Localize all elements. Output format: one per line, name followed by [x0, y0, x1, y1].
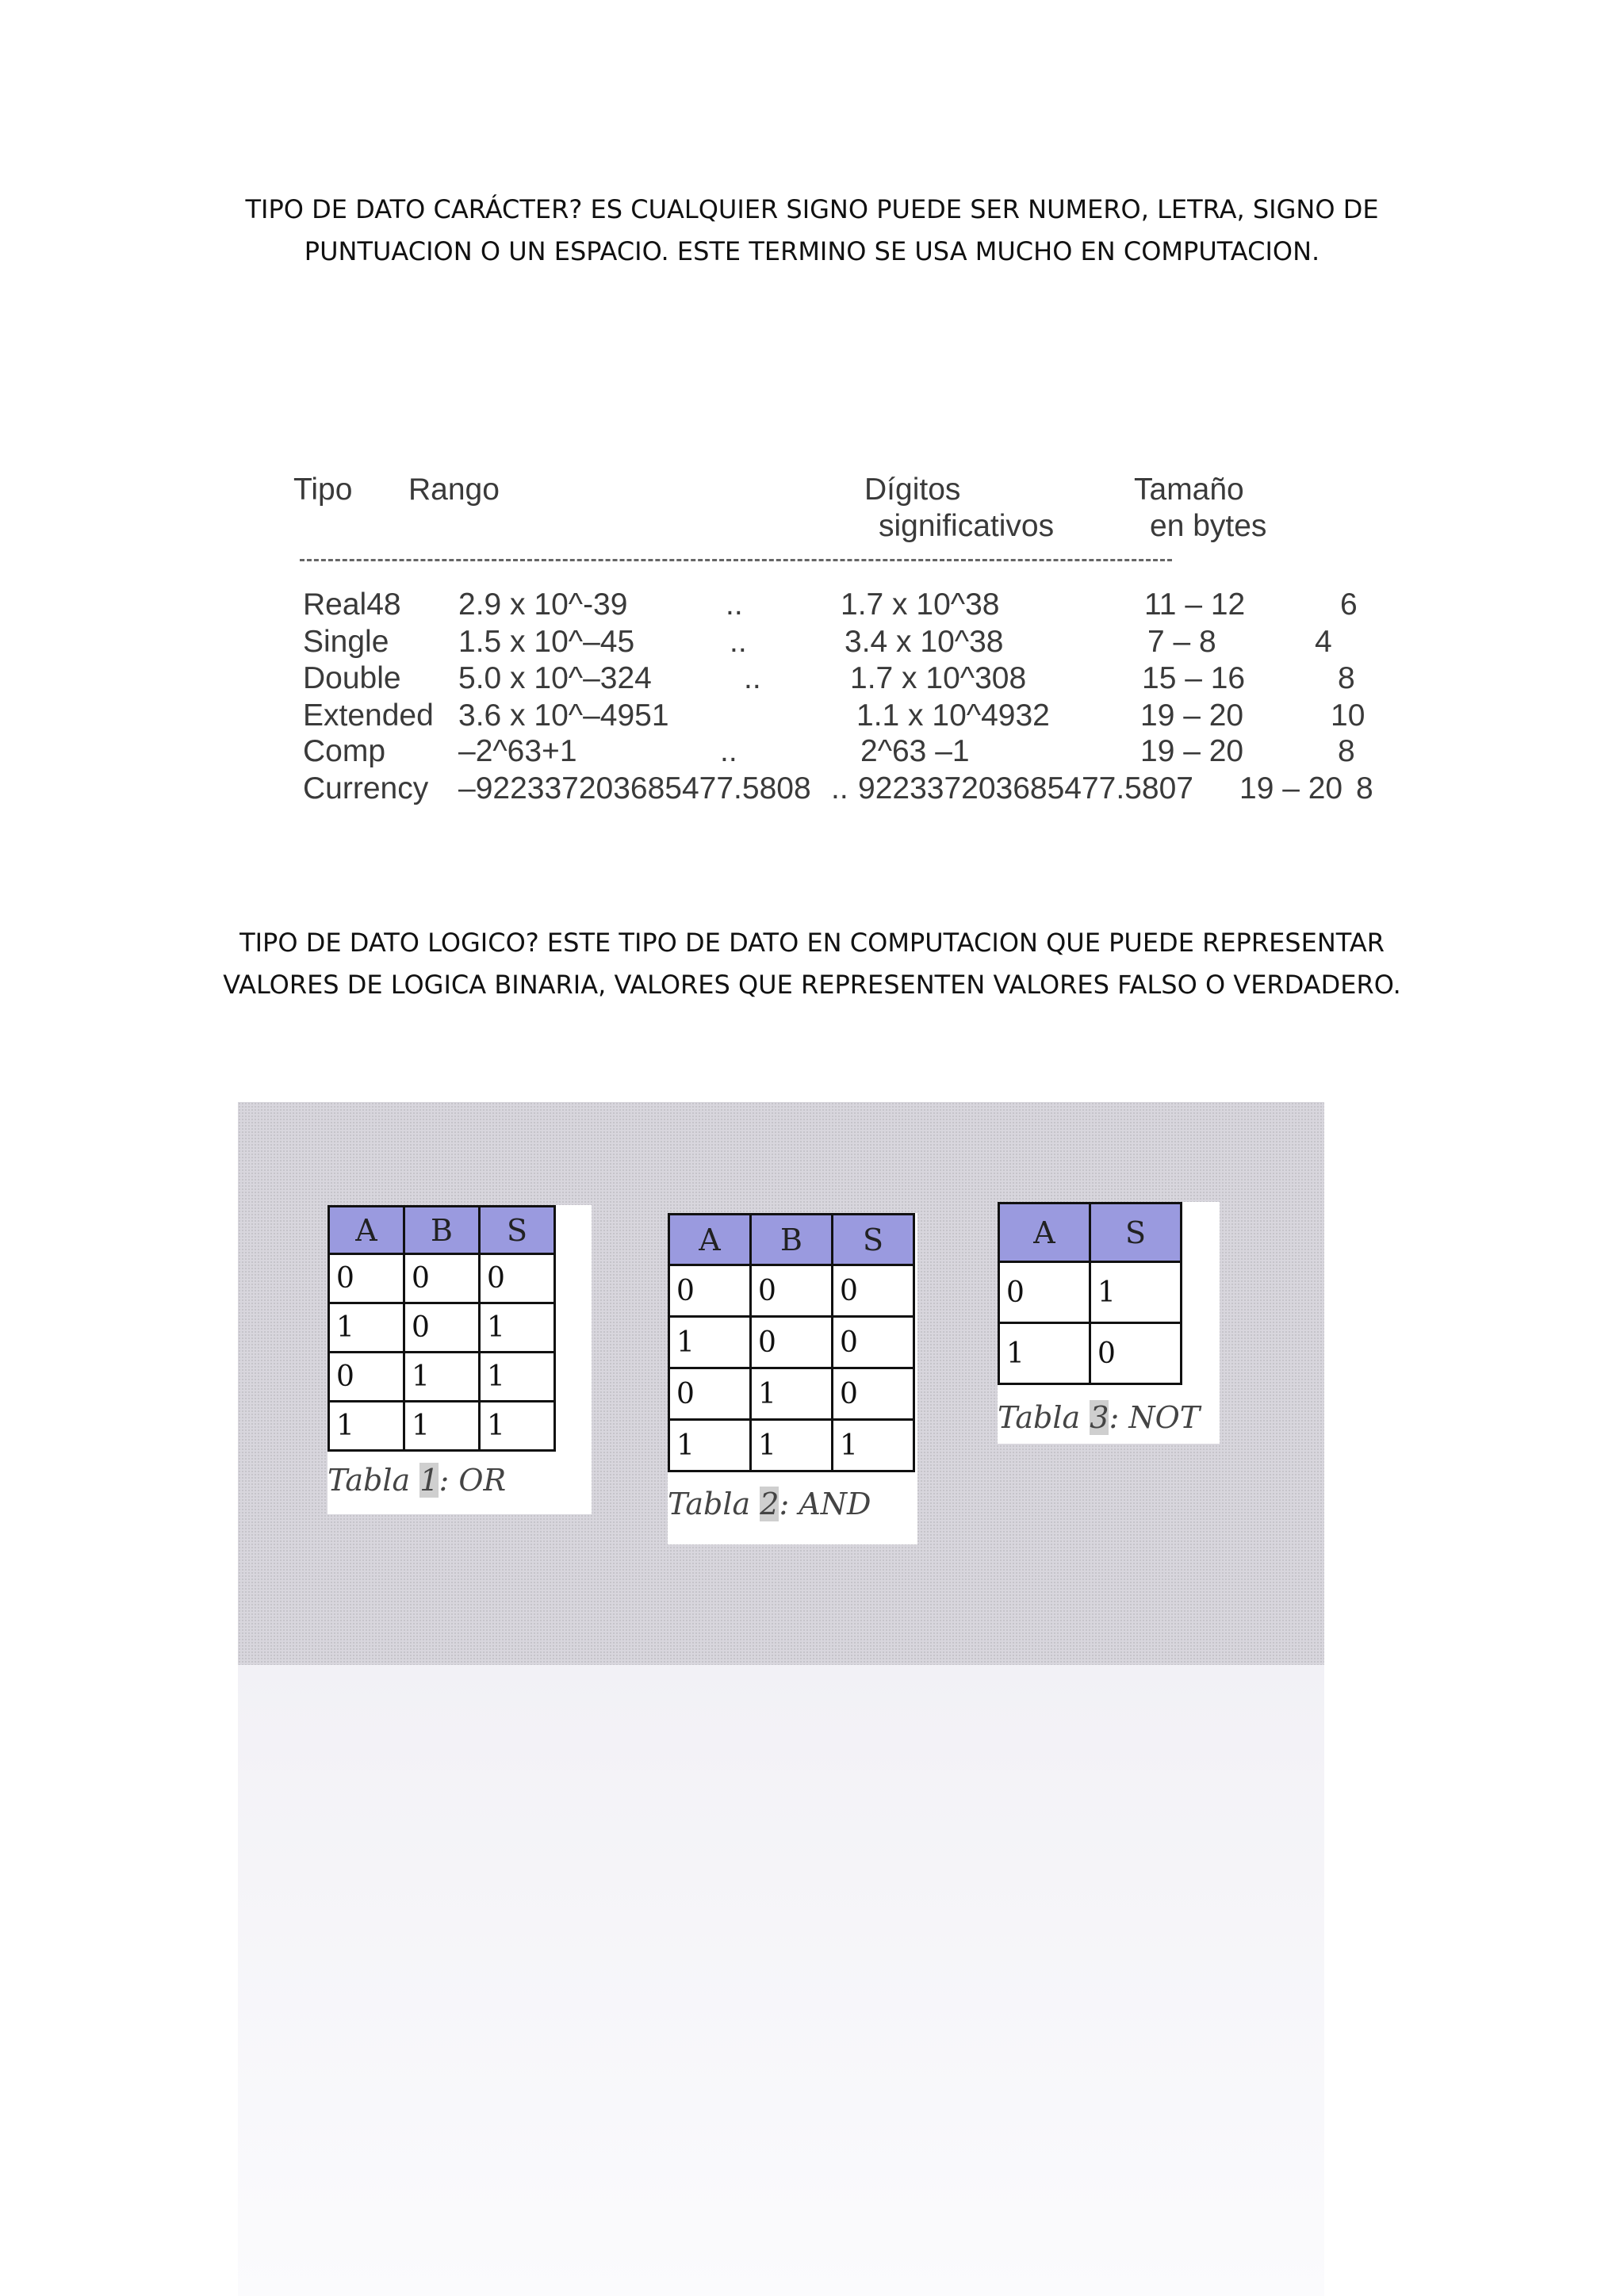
truth-table	[998, 1202, 1182, 1385]
row-tipo: Comp	[303, 734, 386, 768]
header-cell: S	[1090, 1203, 1182, 1262]
truth-table	[668, 1213, 915, 1472]
truth-table	[327, 1205, 556, 1452]
row-tipo: Double	[303, 661, 401, 695]
table-cell: 0	[751, 1265, 833, 1317]
table-cell: 0	[329, 1254, 404, 1303]
row-sep: ..	[720, 734, 737, 768]
row-digits: 19 – 20	[1140, 734, 1244, 768]
table-cell: 0	[669, 1368, 751, 1420]
table-cell: 0	[404, 1303, 480, 1353]
row-min: 1.5 x 10^–45	[458, 625, 635, 659]
paragraph-line: PUNTUACION O UN ESPACIO. ESTE TERMINO SE USA MUCHO EN COMPUTACION.	[304, 236, 1320, 266]
row-max: 1.7 x 10^38	[841, 587, 1000, 622]
row-digits: 7 – 8	[1147, 625, 1216, 659]
truth-table-and	[668, 1213, 917, 1544]
row-max: 2^63 –1	[860, 734, 970, 768]
table-cell: 1	[751, 1420, 833, 1471]
header-tipo: Tipo	[293, 473, 353, 507]
row-bytes: 6	[1340, 587, 1358, 622]
row-digits: 11 – 12	[1144, 587, 1246, 622]
row-max: 1.1 x 10^4932	[856, 698, 1050, 733]
intro-paragraph-caracter	[0, 189, 1624, 273]
truth-table-not	[998, 1202, 1220, 1444]
table-cell: 0	[833, 1265, 914, 1317]
table-cell: 1	[833, 1420, 914, 1471]
row-bytes: 8	[1338, 734, 1355, 768]
paragraph-line: TIPO DE DATO LOGICO? ESTE TIPO DE DATO EN COMPUTACION QUE PUEDE REPRESENTAR	[239, 928, 1385, 958]
table-cell: 0	[404, 1254, 480, 1303]
table-caption: Tabla 3: NOT	[998, 1400, 1201, 1435]
row-sep: ..	[744, 661, 761, 695]
row-tipo: Extended	[303, 698, 434, 733]
table-cell: 0	[999, 1262, 1090, 1323]
table-cell: 0	[833, 1317, 914, 1368]
header-cell: A	[329, 1207, 404, 1254]
table-caption: Tabla 2: AND	[668, 1487, 871, 1521]
row-max: 922337203685477.5807	[858, 771, 1193, 806]
row-max: 3.4 x 10^38	[845, 625, 1004, 659]
row-bytes: 8	[1338, 661, 1355, 695]
table-cell: 1	[480, 1353, 555, 1402]
header-cell: B	[404, 1207, 480, 1254]
row-tipo: Currency	[303, 771, 429, 806]
header-significativos: significativos	[879, 509, 1055, 543]
truth-table-or	[327, 1205, 592, 1514]
paragraph-line: TIPO DE DATO CARÁCTER? ES CUALQUIER SIGNO PUEDE SER NUMERO, LETRA, SIGNO DE	[245, 194, 1379, 224]
row-tipo: Single	[303, 625, 389, 659]
table-cell: 1	[329, 1303, 404, 1353]
table-cell: 1	[669, 1420, 751, 1471]
row-min: –2^63+1	[458, 734, 577, 768]
row-min: –922337203685477.5808	[458, 771, 811, 806]
lower-blank-panel	[238, 1665, 1324, 2296]
table-cell: 1	[999, 1323, 1090, 1384]
header-cell: B	[751, 1215, 833, 1265]
header-rango: Rango	[408, 473, 500, 507]
row-digits: 19 – 20	[1239, 771, 1343, 806]
row-sep: ..	[726, 587, 743, 622]
table-cell: 1	[1090, 1262, 1182, 1323]
intro-paragraph-logico	[0, 922, 1624, 1006]
table-cell: 1	[480, 1303, 555, 1353]
row-tipo: Real48	[303, 587, 401, 622]
table-cell: 0	[329, 1353, 404, 1402]
header-cell: A	[669, 1215, 751, 1265]
row-min: 2.9 x 10^-39	[458, 587, 628, 622]
header-digitos: Dígitos	[864, 473, 961, 507]
table-cell: 1	[751, 1368, 833, 1420]
table-cell: 0	[751, 1317, 833, 1368]
table-cell: 0	[480, 1254, 555, 1303]
table-cell: 0	[833, 1368, 914, 1420]
header-cell: S	[833, 1215, 914, 1265]
header-en-bytes: en bytes	[1150, 509, 1267, 543]
row-min: 5.0 x 10^–324	[458, 661, 652, 695]
header-cell: S	[480, 1207, 555, 1254]
row-min: 3.6 x 10^–4951	[458, 698, 669, 733]
row-bytes: 8	[1356, 771, 1373, 806]
table-cell: 1	[404, 1402, 480, 1451]
row-digits: 15 – 16	[1142, 661, 1246, 695]
numeric-types-table	[285, 472, 1388, 821]
row-sep: ..	[831, 771, 848, 806]
row-max: 1.7 x 10^308	[850, 661, 1027, 695]
row-bytes: 4	[1315, 625, 1332, 659]
logic-tables-panel	[238, 1102, 1324, 1665]
table-cell: 1	[669, 1317, 751, 1368]
row-sep: ..	[730, 625, 747, 659]
paragraph-line: VALORES DE LOGICA BINARIA, VALORES QUE REPRESENTEN VALORES FALSO O VERDADERO.	[223, 970, 1401, 1000]
table-cell: 1	[404, 1353, 480, 1402]
row-bytes: 10	[1331, 698, 1365, 733]
header-cell: A	[999, 1203, 1090, 1262]
row-digits: 19 – 20	[1140, 698, 1244, 733]
header-tamano: Tamaño	[1134, 473, 1244, 507]
table-caption: Tabla 1: OR	[327, 1463, 507, 1498]
table-cell: 1	[480, 1402, 555, 1451]
table-cell: 1	[329, 1402, 404, 1451]
table-cell: 0	[669, 1265, 751, 1317]
table-cell: 0	[1090, 1323, 1182, 1384]
dashed-divider	[300, 559, 1172, 561]
